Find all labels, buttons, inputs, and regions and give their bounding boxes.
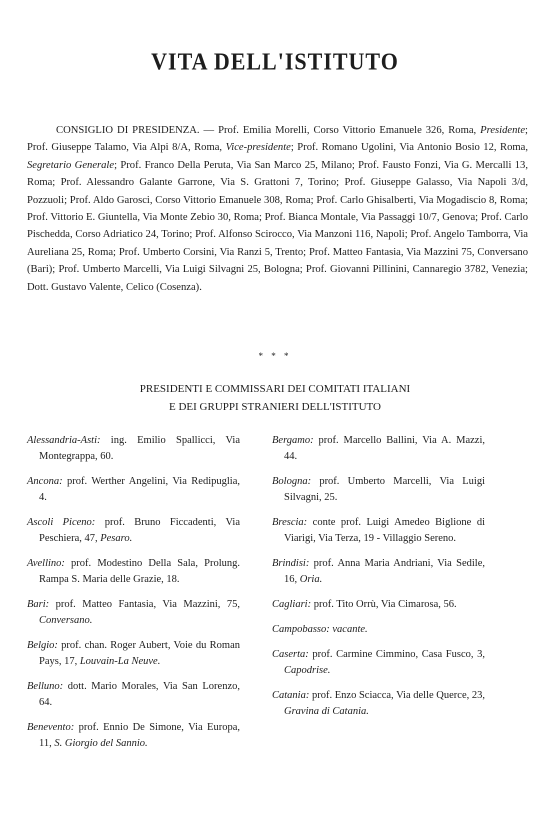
text-segment: Pesaro.	[100, 533, 133, 544]
text-segment: Conversano.	[39, 615, 93, 626]
committee-entry	[27, 597, 240, 629]
text-segment: prof. Umberto Marcelli, Via Luigi Silvagni, 25.	[284, 476, 485, 503]
text-segment: prof. Ennio De Simone, Via Europa, 11,	[39, 722, 240, 749]
council-heading: CONSIGLIO DI PRESIDENZA.	[56, 125, 200, 136]
committee-entry	[27, 720, 240, 752]
text-segment: Segretario Generale	[27, 159, 115, 171]
section-heading	[0, 380, 550, 416]
text-segment: prof. Tito Orrù, Via Cimarosa, 56.	[311, 599, 457, 610]
committee-entry	[27, 638, 240, 670]
text-segment: ; Prof. Romano Ugolini, Via Antonio Bosio 12, Roma,	[290, 142, 528, 154]
committee-city: Bari:	[27, 599, 50, 610]
committee-city: Campobasso:	[272, 624, 330, 635]
committee-entry	[272, 474, 485, 506]
text-segment: — Prof. Emilia Morelli, Corso Vittorio Emanuele 326, Roma,	[199, 125, 481, 136]
text-segment: prof. Carmine Cimmino, Casa Fusco, 3,	[308, 649, 485, 660]
text-segment: dott. Mario Morales, Via San Lorenzo, 64.	[39, 681, 240, 708]
committee-city: Brindisi:	[272, 558, 310, 569]
text-segment: prof. Marcello Ballini, Via A. Mazzi, 44.	[284, 435, 485, 462]
text-segment: Presidente	[480, 125, 526, 136]
committee-city: Bologna:	[272, 476, 312, 487]
text-segment: prof. chan. Roger Aubert, Voie du Roman Pays, 17,	[39, 640, 240, 667]
text-segment: Vice-presidente	[225, 142, 291, 154]
section-heading-line-1: PRESIDENTI E COMMISSARI DEI COMITATI ITALIANI	[139, 383, 411, 395]
committee-city: Avellino:	[27, 558, 65, 569]
text-segment: ; Prof. Franco Della Peruta, Via San Marco 25, Milano; Prof. Fausto Fonzi, Via G. Mercalli 13, Roma; Prof. Alessandro Galante Garrone, Via S. Grattoni 7, Torino; Prof. Giuseppe Galasso, Via Napoli 3/d, Pozzuoli; Prof. Aldo Garosci, Corso Vittorio Emanuele 308, Roma; Prof. Carlo Ghisalberti, Via Mogadiscio 8, Roma; Prof. Vittorio E. Giuntella, Via Monte Zebio 30, Roma; Prof. Bianca Montale, Via Passaggi 10/7, Genova; Prof. Carlo Pischedda, Corso Adriatico 24, Torino; Prof. Alfonso Scirocco, Via Manzoni 116, Napoli; Prof. Angelo Tamborra, Via Aureliana 25, Roma; Prof. Umberto Corsini, Via Ranzi 5, Trento; Prof. Matteo Fantasia, Via Mazzini 75, Conversano (Bari); Prof. Umberto Marcelli, Via Luigi Silvagni 25, Bologna; Prof. Giovanni Pillinini, Cannaregio 3782, Venezia; Dott. Gustavo Valente, Celico (Cosenza).	[27, 159, 528, 293]
committee-entry	[27, 679, 240, 711]
text-segment: ; Prof. Giuseppe Talamo, Via Alpi 8/A, Roma,	[27, 125, 528, 154]
committee-city: Bergamo:	[272, 435, 314, 446]
committee-city: Brescia:	[272, 517, 308, 528]
committee-city: Alessandria-Asti:	[27, 435, 101, 446]
committee-city: Benevento:	[27, 722, 75, 733]
page-title: VITA DELL'ISTITUTO	[151, 47, 399, 76]
left-column	[27, 433, 240, 761]
committee-entry	[272, 647, 485, 679]
section-separator: * * *	[258, 351, 292, 361]
text-segment: ing. Emilio Spallicci, Via Montegrappa, 60.	[39, 435, 240, 462]
text-segment: conte prof. Luigi Amedeo Biglione di Viarigi, Via Terza, 19 - Villaggio Sereno.	[284, 517, 485, 544]
text-segment: prof. Modestino Della Sala, Prolung. Rampa S. Maria delle Grazie, 18.	[39, 558, 240, 585]
right-column	[272, 433, 485, 729]
text-segment: prof. Enzo Sciacca, Via delle Querce, 23,	[309, 690, 485, 701]
committee-city: Ascoli Piceno:	[27, 517, 96, 528]
text-segment: vacante.	[332, 624, 368, 635]
committee-city: Belluno:	[27, 681, 64, 692]
text-segment: prof. Bruno Ficcadenti, Via Peschiera, 47,	[39, 517, 240, 544]
committee-entry	[272, 556, 485, 588]
committee-entry	[27, 515, 240, 547]
committee-city: Ancona:	[27, 476, 63, 487]
text-segment: prof. Werther Angelini, Via Redipuglia, 4.	[39, 476, 240, 503]
text-segment: Gravina di Catania.	[284, 706, 369, 717]
committee-entry	[27, 556, 240, 588]
committee-entry	[272, 688, 485, 720]
text-segment: Oria.	[299, 574, 323, 585]
committee-city: Caserta:	[272, 649, 309, 660]
committee-entry	[27, 474, 240, 506]
text-segment: prof. Anna Maria Andriani, Via Sedile, 16,	[284, 558, 485, 585]
committee-city: Cagliari:	[272, 599, 312, 610]
committee-entry	[272, 433, 485, 465]
text-segment: S. Giorgio del Sannio.	[54, 738, 148, 749]
committee-city: Belgio:	[27, 640, 58, 651]
committee-city: Catania:	[272, 690, 310, 701]
text-segment: Capodrise.	[284, 665, 331, 676]
committee-entry	[27, 433, 240, 465]
committee-entry	[272, 597, 485, 613]
committee-entry	[272, 622, 485, 638]
council-paragraph	[27, 122, 528, 296]
committee-entry	[272, 515, 485, 547]
text-segment: prof. Matteo Fantasia, Via Mazzini, 75,	[49, 599, 240, 610]
text-segment: Louvain-La Neuve.	[79, 656, 161, 667]
section-heading-line-2: E DEI GRUPPI STRANIERI DELL'ISTITUTO	[169, 401, 381, 413]
